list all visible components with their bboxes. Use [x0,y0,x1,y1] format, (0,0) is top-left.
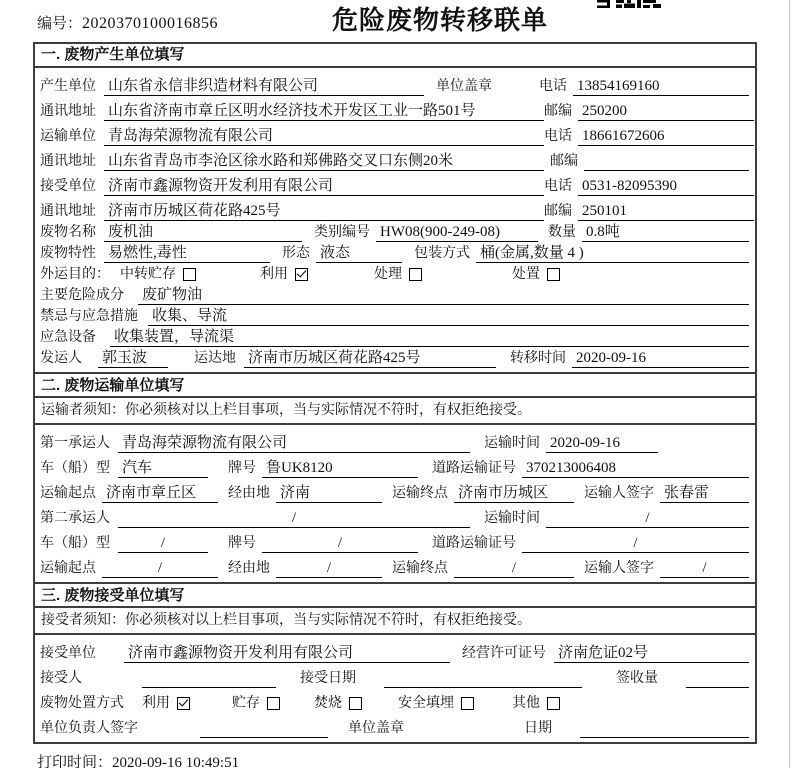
disposal-utilize-label: 利用 [142,696,170,711]
packaging-label: 包装方式 [414,246,470,261]
form-label: 形态 [282,246,310,261]
vehicle1-cert-label: 道路运输证号 [432,461,516,476]
route2-end-value: / [454,559,574,578]
license-label: 经营许可证号 [462,646,546,661]
carrier2-time-label: 运输时间 [484,511,540,526]
producer-unit-label: 产生单位 [40,79,96,94]
section2-block [35,425,755,582]
producer-address-row [40,96,749,121]
receiver-unit-row [40,171,749,196]
section1-header: 一. 废物产生单位填写 [35,44,755,68]
transport-zip-value [584,152,749,171]
vehicle1-plate-label: 牌号 [228,461,256,476]
producer-phone-label: 电话 [539,79,567,94]
producer-zip-label: 邮编 [544,104,572,119]
scan-edge-artifact [789,0,790,768]
print-time-value: 2020-09-16 10:49:51 [112,755,240,768]
transfer-form [33,42,757,744]
route2-row [40,553,749,578]
accept-date-value [384,669,582,688]
receiver-zip-label: 邮编 [544,204,572,219]
shipper-row [40,347,749,368]
shipper-label: 发运人 [40,351,82,366]
vehicle2-cert-label: 道路运输证号 [432,536,516,551]
signed-quantity-value [686,669,749,688]
vehicle1-plate-value: 鲁UK8120 [262,459,418,478]
receiver-notice: 接受者须知：你必须核对以上栏目事项，当与实际情况不符时，有权拒绝接受。 [35,608,755,635]
vehicle1-type-value: 汽车 [118,459,208,478]
disposal-landfill-checkbox[interactable] [461,697,474,710]
waste-name-row [40,221,749,242]
waste-name-value: 废机油 [104,223,302,242]
carrier1-value: 青岛海荣源物流有限公司 [118,434,470,453]
accept-unit-row [40,638,749,663]
route1-row [40,478,749,503]
section3-block [35,635,755,742]
unit-seal2-label: 单位盖章 [348,721,404,736]
transport-unit-row [40,121,749,146]
carrier1-time-value: 2020-09-16 [546,434,658,453]
qr-code-fragment [597,0,661,10]
route2-sign-value: / [660,559,749,578]
acceptor-value [142,669,276,688]
route1-start-value: 济南市章丘区 [102,484,218,503]
sign-date-value [580,719,749,738]
destination-value: 济南市历城区荷花路425号 [244,349,496,368]
producer-unit-row [40,71,749,96]
vehicle2-plate-label: 牌号 [228,536,256,551]
producer-unit-value: 山东省永信非织造材料有限公司 [104,77,424,96]
route1-start-label: 运输起点 [40,486,96,501]
carrier1-row [40,428,749,453]
receiver-phone-label: 电话 [544,179,572,194]
disposal-incinerate-label: 焚烧 [314,696,342,711]
receiver-unit-value: 济南市鑫源物资开发利用有限公司 [104,177,544,196]
quantity-value: 0.8吨 [582,223,749,242]
treat-checkbox[interactable] [409,268,422,281]
transfer-time-label: 转移时间 [510,351,566,366]
waste-character-value: 易燃性,毒性 [104,244,270,263]
hazard-component-value: 废矿物油 [138,286,749,305]
responsible-sign-value [200,719,328,738]
transport-unit-value: 青岛海荣源物流有限公司 [104,127,544,146]
responsible-sign-label: 单位负责人签字 [40,721,138,736]
signed-quantity-label: 签收量 [616,671,658,686]
receiver-address-row [40,196,749,221]
accept-unit-label: 接受单位 [40,646,96,661]
purpose-dispose-label: 处置 [512,267,540,282]
purpose-treat-label: 处理 [374,267,402,282]
route2-via-label: 经由地 [228,561,270,576]
emergency-equipment-label: 应急设备 [40,330,96,345]
vehicle2-plate-value: / [262,534,418,553]
license-value: 济南危证02号 [554,644,749,663]
disposal-method-row [40,688,749,713]
route2-via-value: / [276,559,382,578]
waste-character-label: 废物特性 [40,246,96,261]
transport-phone-value: 18661672606 [578,127,754,146]
transport-purpose-row [40,263,749,284]
vehicle1-cert-value: 370213006408 [522,459,749,478]
route2-sign-label: 运输人签字 [584,561,654,576]
section2-header: 二. 废物运输单位填写 [35,372,755,398]
receiver-address-label: 通讯地址 [40,204,96,219]
carrier1-label: 第一承运人 [40,436,110,451]
producer-address-value: 山东省济南市章丘区明水经济技术开发区工业一路501号 [104,102,544,121]
receiver-unit-label: 接受单位 [40,179,96,194]
disposal-landfill-label: 安全填埋 [398,696,454,711]
form-value: 液态 [316,244,402,263]
section1-block [35,68,755,372]
route1-end-value: 济南市历城区 [454,484,574,503]
route1-via-label: 经由地 [228,486,270,501]
accept-unit-value: 济南市鑫源物资开发利用有限公司 [124,644,450,663]
transit-storage-checkbox[interactable] [183,268,196,281]
vehicle1-type-label: 车（船）型 [40,461,110,476]
acceptor-row [40,663,749,688]
carrier2-value: / [118,509,470,528]
emergency-measures-value: 收集、导流 [148,307,749,326]
route2-start-value: / [102,559,218,578]
accept-date-label: 接受日期 [300,671,356,686]
route1-sign-value: 张春雷 [660,484,749,503]
category-code-label: 类别编号 [314,225,370,240]
category-code-value: HW08(900-249-08) [376,223,538,242]
transport-zip-label: 邮编 [550,154,578,169]
destination-label: 运达地 [194,351,236,366]
transporter-notice: 运输者须知：你必须核对以上栏目事项，当与实际情况不符时，有权拒绝接受。 [35,398,755,425]
producer-address-label: 通讯地址 [40,104,96,119]
vehicle2-type-label: 车（船）型 [40,536,110,551]
serial-value: 2020370100016856 [82,15,219,32]
unit-seal-label: 单位盖章 [436,79,492,94]
carrier2-time-value: / [546,509,749,528]
purpose-transit-label: 中转贮存 [120,267,176,282]
hazard-component-row [40,284,749,305]
disposal-method-label: 废物处置方式 [40,696,124,711]
transport-address-label: 通讯地址 [40,154,96,169]
producer-zip-value: 250200 [578,102,754,121]
carrier2-row [40,503,749,528]
disposal-utilize-checkbox[interactable] [177,697,190,710]
serial-label: 编号： [37,16,83,32]
receiver-zip-value: 250101 [578,202,754,221]
dispose-checkbox[interactable] [547,268,560,281]
emergency-equipment-row [40,326,749,347]
carrier2-label: 第二承运人 [40,511,110,526]
vehicle2-row [40,528,749,553]
route2-start-label: 运输起点 [40,561,96,576]
producer-phone-value: 13854169160 [573,77,749,96]
vehicle2-cert-value: / [522,534,749,553]
transport-phone-label: 电话 [544,129,572,144]
receiver-address-value: 济南市历城区荷花路425号 [104,202,544,221]
route1-end-label: 运输终点 [392,486,448,501]
responsible-sign-row [40,713,749,738]
page-title: 危险废物转移联单 [331,5,548,35]
shipper-value: 郭玉波 [98,349,168,368]
waste-name-label: 废物名称 [40,225,96,240]
vehicle2-type-value: / [118,534,208,553]
transport-address-value: 山东省青岛市李沧区徐水路和郑佛路交叉口东侧20米 [104,152,544,171]
purpose-utilize-label: 利用 [260,267,288,282]
packaging-value: 桶(金属,数量 4 ) [476,244,749,263]
disposal-storage-label: 贮存 [232,696,260,711]
print-time [37,751,239,768]
sign-date-label: 日期 [524,721,552,736]
route1-sign-label: 运输人签字 [584,486,654,501]
route2-end-label: 运输终点 [392,561,448,576]
transport-address-row [40,146,749,171]
transfer-time-value: 2020-09-16 [572,349,749,368]
disposal-storage-checkbox[interactable] [267,697,280,710]
disposal-other-label: 其他 [512,696,540,711]
route1-via-value: 济南 [276,484,382,503]
disposal-other-checkbox[interactable] [547,697,560,710]
section3-header: 三. 废物接受单位填写 [35,582,755,608]
print-time-label: 打印时间： [37,755,113,768]
vehicle1-row [40,453,749,478]
emergency-measures-label: 禁忌与应急措施 [40,309,138,324]
quantity-label: 数量 [548,225,576,240]
transport-unit-label: 运输单位 [40,129,96,144]
emergency-equipment-value: 收集装置，导流渠 [110,328,749,347]
hazard-component-label: 主要危险成分 [40,288,124,303]
transport-purpose-label: 外运目的： [40,267,110,282]
carrier1-time-label: 运输时间 [484,436,540,451]
emergency-measures-row [40,305,749,326]
acceptor-label: 接受人 [40,671,82,686]
disposal-incinerate-checkbox[interactable] [349,697,362,710]
waste-character-row [40,242,749,263]
utilize-checkbox[interactable] [295,268,308,281]
receiver-phone-value: 0531-82095390 [578,177,754,196]
